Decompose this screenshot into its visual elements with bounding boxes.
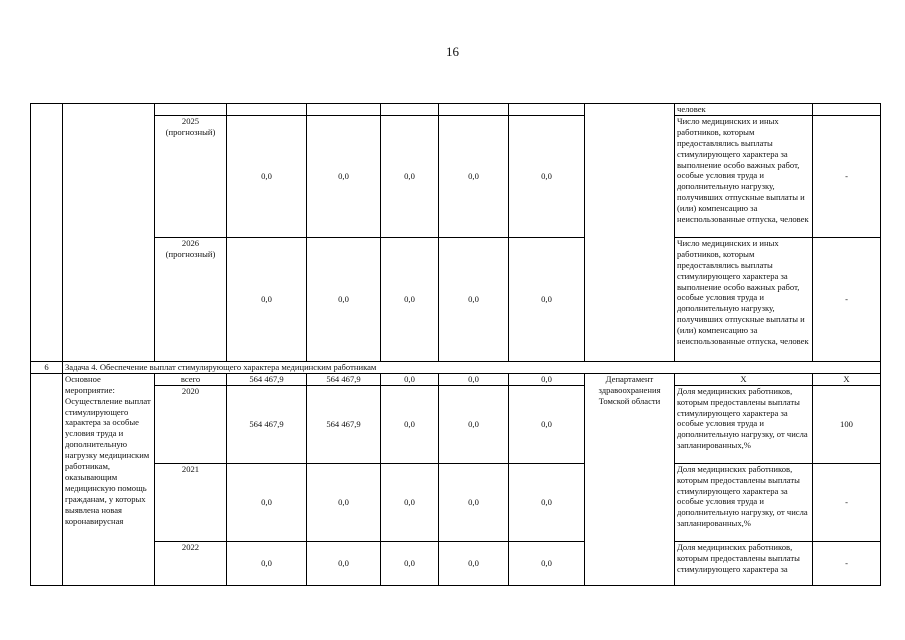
value-cell xyxy=(381,104,439,116)
value-cell: 0,0 xyxy=(307,115,381,237)
value-cell: 0,0 xyxy=(381,373,439,385)
value-cell xyxy=(307,104,381,116)
table-row xyxy=(31,373,881,385)
table-row xyxy=(31,115,881,237)
value-cell: 0,0 xyxy=(439,373,509,385)
value-cell: 0,0 xyxy=(307,463,381,541)
indicator-cell: Доля медицинских работников, которым предоставлены выплаты стимулирующего характера за особые условия труда и дополнительную нагрузку, от числа запланированных,% xyxy=(675,385,813,463)
value-cell: 0,0 xyxy=(381,385,439,463)
indicator-cell: Число медицинских и иных работников, которым предоставлялись выплаты стимулирующего характера за выполнение особо важных работ, особые условия труда и дополнительную нагрузку, получивших отпускные выплаты и (или) компенсацию за неиспользованные отпуска, человек xyxy=(675,115,813,237)
value-cell: 0,0 xyxy=(439,463,509,541)
task-number: 6 xyxy=(31,361,63,373)
value-cell: 0,0 xyxy=(509,385,585,463)
indicator-cell: Число медицинских и иных работников, которым предоставлялись выплаты стимулирующего характера за выполнение особо важных работ, особые условия труда и дополнительную нагрузку, получивших отпускные выплаты и (или) компенсацию за неиспользованные отпуска, человек xyxy=(675,237,813,361)
value-cell: 564 467,9 xyxy=(307,373,381,385)
task-title: Задача 4. Обеспечение выплат стимулирующего характера медицинским работникам xyxy=(63,361,881,373)
target-cell xyxy=(813,104,881,116)
executor-cell: Департамент здравоохранения Томской области xyxy=(585,373,675,585)
value-cell xyxy=(509,104,585,116)
indicator-cell: Доля медицинских работников, которым предоставлены выплаты стимулирующего характера за xyxy=(675,541,813,585)
value-cell: 0,0 xyxy=(509,463,585,541)
target-cell: - xyxy=(813,115,881,237)
value-cell: 0,0 xyxy=(439,237,509,361)
task-row xyxy=(31,361,881,373)
value-cell: 0,0 xyxy=(381,115,439,237)
value-cell: 0,0 xyxy=(307,541,381,585)
value-cell: 0,0 xyxy=(381,541,439,585)
value-cell xyxy=(227,104,307,116)
year-cell: 2020 xyxy=(155,385,227,463)
year-cell: 2021 xyxy=(155,463,227,541)
row-number-cell xyxy=(31,104,63,362)
indicator-cell: Доля медицинских работников, которым предоставлены выплаты стимулирующего характера за особые условия труда и дополнительную нагрузку, от числа запланированных,% xyxy=(675,463,813,541)
value-cell: 0,0 xyxy=(509,115,585,237)
target-cell: - xyxy=(813,463,881,541)
program-table xyxy=(30,103,881,586)
value-cell: 0,0 xyxy=(227,115,307,237)
table-row xyxy=(31,237,881,361)
value-cell: 0,0 xyxy=(509,541,585,585)
year-cell: 2022 xyxy=(155,541,227,585)
value-cell: 564 467,9 xyxy=(227,373,307,385)
measure-name-cell xyxy=(63,373,155,585)
value-cell: 0,0 xyxy=(381,463,439,541)
value-cell: 564 467,9 xyxy=(227,385,307,463)
value-cell: 0,0 xyxy=(381,237,439,361)
measure-name-cell xyxy=(63,104,155,362)
value-cell: 0,0 xyxy=(439,541,509,585)
row-number-cell xyxy=(31,373,63,585)
year-cell: 2026 (прогнозный) xyxy=(155,237,227,361)
target-cell: 100 xyxy=(813,385,881,463)
value-cell: 0,0 xyxy=(509,373,585,385)
table-row xyxy=(31,385,881,463)
table-row xyxy=(31,463,881,541)
value-cell: 0,0 xyxy=(227,463,307,541)
value-cell: 0,0 xyxy=(439,115,509,237)
year-cell xyxy=(155,104,227,116)
value-cell: 0,0 xyxy=(439,385,509,463)
table-row xyxy=(31,104,881,116)
indicator-cell: Х xyxy=(675,373,813,385)
value-cell: 0,0 xyxy=(509,237,585,361)
value-cell xyxy=(439,104,509,116)
table-row xyxy=(31,541,881,585)
indicator-cell: человек xyxy=(675,104,813,116)
executor-cell xyxy=(585,104,675,362)
year-cell: 2025 (прогнозный) xyxy=(155,115,227,237)
target-cell: - xyxy=(813,541,881,585)
year-cell: всего xyxy=(155,373,227,385)
value-cell: 0,0 xyxy=(307,237,381,361)
measure-name: Основное мероприятие: Осуществление выплат стимулирующего характера за особые условия труда и дополнительную нагрузку медицинским работникам, оказывающим медицинскую помощь гражданам, у которых выявлена новая коронавирусная xyxy=(65,373,151,526)
value-cell: 0,0 xyxy=(227,541,307,585)
target-cell: Х xyxy=(813,373,881,385)
value-cell: 564 467,9 xyxy=(307,385,381,463)
target-cell: - xyxy=(813,237,881,361)
value-cell: 0,0 xyxy=(227,237,307,361)
page-number: 16 xyxy=(446,44,459,59)
